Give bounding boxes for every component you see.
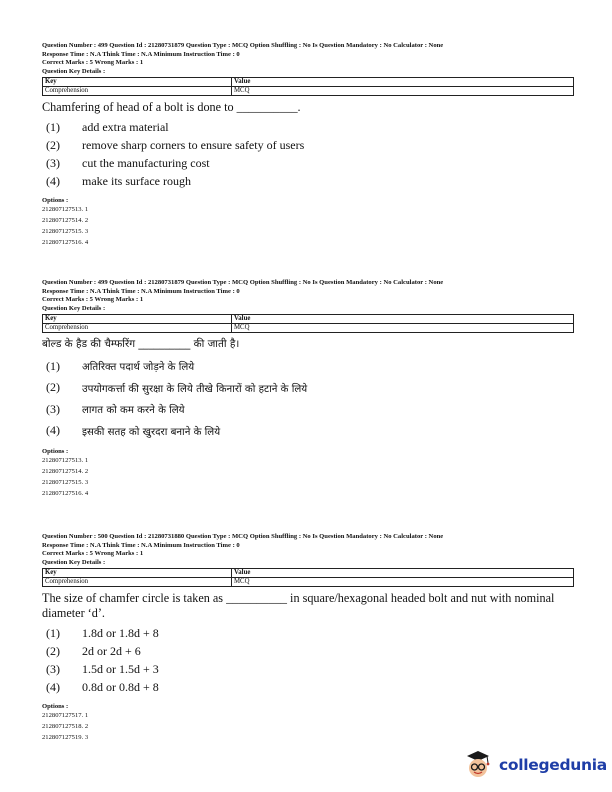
option-number: (3) bbox=[46, 661, 60, 676]
logo-text: collegedunia bbox=[499, 756, 607, 774]
key-cell: Comprehension bbox=[43, 324, 232, 333]
question-meta bbox=[42, 42, 574, 76]
option-id: 212807127516. 4 bbox=[42, 238, 89, 246]
options-label: Options : bbox=[42, 197, 69, 205]
option-text: make its surface rough bbox=[82, 173, 191, 188]
answer-options bbox=[42, 355, 574, 441]
question-block-3 bbox=[42, 533, 574, 744]
question-block-2 bbox=[42, 279, 574, 500]
answer-option bbox=[42, 660, 574, 678]
question-text: Chamfering of head of a bolt is done to __________. bbox=[42, 100, 301, 115]
option-number: (2) bbox=[46, 380, 60, 395]
option-text: 1.8d or 1.8d + 8 bbox=[82, 625, 159, 640]
key-value-table bbox=[42, 77, 574, 96]
option-text: 0.8d or 0.8d + 8 bbox=[82, 679, 159, 694]
key-value-table bbox=[42, 568, 574, 587]
value-header: Value bbox=[232, 569, 574, 578]
option-id: 212807127515. 3 bbox=[42, 227, 89, 235]
answer-option bbox=[42, 154, 574, 172]
option-text: इसकी सतह को खुरदरा बनाने के लिये bbox=[82, 426, 221, 438]
value-header: Value bbox=[232, 78, 574, 87]
option-text: 1.5d or 1.5d + 3 bbox=[82, 661, 159, 676]
option-id: 212807127514. 2 bbox=[42, 217, 89, 225]
answer-options bbox=[42, 118, 574, 190]
option-number: (4) bbox=[46, 679, 60, 694]
answer-option bbox=[42, 172, 574, 190]
option-id: 212807127516. 4 bbox=[42, 489, 89, 497]
answer-option bbox=[42, 398, 574, 420]
option-id: 212807127519. 3 bbox=[42, 733, 89, 741]
answer-option bbox=[42, 678, 574, 696]
question-text: The size of chamfer circle is taken as __________ in square/hexagonal headed bolt and nut with nominal diameter ‘d’. bbox=[42, 591, 555, 621]
key-header: Key bbox=[43, 315, 232, 324]
answer-option bbox=[42, 136, 574, 154]
key-details-label: Question Key Details : bbox=[42, 558, 106, 566]
option-number: (1) bbox=[46, 358, 60, 373]
value-cell: MCQ bbox=[232, 324, 574, 333]
option-id: 212807127517. 1 bbox=[42, 712, 89, 720]
option-number: (4) bbox=[46, 173, 60, 188]
response-time-line: Response Time : N.A Think Time : N.A Minimum Instruction Time : 0 bbox=[42, 287, 240, 295]
option-id-list bbox=[42, 205, 574, 248]
option-id: 212807127514. 2 bbox=[42, 468, 89, 476]
collegedunia-logo bbox=[461, 750, 607, 780]
key-cell: Comprehension bbox=[43, 578, 232, 587]
key-cell: Comprehension bbox=[43, 87, 232, 96]
graduate-mascot-icon bbox=[461, 750, 495, 780]
answer-option bbox=[42, 420, 574, 442]
option-text: उपयोगकर्त्ता की सुरक्षा के लिये तीखे किनारों को हटाने के लिये bbox=[82, 383, 308, 395]
option-number: (3) bbox=[46, 401, 60, 416]
answer-option bbox=[42, 377, 574, 399]
value-cell: MCQ bbox=[232, 578, 574, 587]
option-id-list bbox=[42, 456, 574, 499]
option-id: 212807127515. 3 bbox=[42, 478, 89, 486]
options-label: Options : bbox=[42, 448, 69, 456]
option-id-list bbox=[42, 711, 574, 743]
answer-option bbox=[42, 624, 574, 642]
option-text: remove sharp corners to ensure safety of users bbox=[82, 137, 305, 152]
answer-option bbox=[42, 355, 574, 377]
question-info-line: Question Number : 499 Question Id : 21280731879 Question Type : MCQ Option Shuffling : No Is Question Mandatory : No Calculator : None bbox=[42, 279, 444, 286]
answer-options bbox=[42, 624, 574, 696]
option-text: लागत को कम करने के लिये bbox=[82, 405, 185, 417]
option-number: (4) bbox=[46, 423, 60, 438]
marks-line: Correct Marks : 5 Wrong Marks : 1 bbox=[42, 296, 144, 304]
question-info-line: Question Number : 499 Question Id : 21280731879 Question Type : MCQ Option Shuffling : No Is Question Mandatory : No Calculator : None bbox=[42, 42, 444, 49]
option-text: cut the manufacturing cost bbox=[82, 155, 210, 170]
option-text: 2d or 2d + 6 bbox=[82, 643, 141, 658]
option-text: add extra material bbox=[82, 119, 169, 134]
key-value-table bbox=[42, 314, 574, 333]
value-header: Value bbox=[232, 315, 574, 324]
key-details-label: Question Key Details : bbox=[42, 67, 106, 75]
option-id: 212807127513. 1 bbox=[42, 457, 89, 465]
question-block-1 bbox=[42, 42, 574, 249]
answer-option bbox=[42, 642, 574, 660]
question-meta bbox=[42, 533, 574, 567]
answer-option bbox=[42, 118, 574, 136]
option-id: 212807127513. 1 bbox=[42, 206, 89, 214]
option-number: (2) bbox=[46, 643, 60, 658]
question-info-line: Question Number : 500 Question Id : 21280731880 Question Type : MCQ Option Shuffling : No Is Question Mandatory : No Calculator : None bbox=[42, 533, 444, 540]
response-time-line: Response Time : N.A Think Time : N.A Minimum Instruction Time : 0 bbox=[42, 50, 240, 58]
marks-line: Correct Marks : 5 Wrong Marks : 1 bbox=[42, 59, 144, 67]
marks-line: Correct Marks : 5 Wrong Marks : 1 bbox=[42, 550, 144, 558]
option-number: (1) bbox=[46, 625, 60, 640]
question-text: बोल्ड के हैड की चैम्फरिंग __________ की जाती है। bbox=[42, 338, 240, 351]
question-meta bbox=[42, 279, 574, 313]
key-header: Key bbox=[43, 78, 232, 87]
key-details-label: Question Key Details : bbox=[42, 304, 106, 312]
key-header: Key bbox=[43, 569, 232, 578]
response-time-line: Response Time : N.A Think Time : N.A Minimum Instruction Time : 0 bbox=[42, 541, 240, 549]
option-number: (3) bbox=[46, 155, 60, 170]
option-text: अतिरिक्त पदार्थ जोड़ने के लिये bbox=[82, 362, 195, 374]
option-number: (1) bbox=[46, 119, 60, 134]
option-id: 212807127518. 2 bbox=[42, 723, 89, 731]
value-cell: MCQ bbox=[232, 87, 574, 96]
option-number: (2) bbox=[46, 137, 60, 152]
options-label: Options : bbox=[42, 703, 69, 711]
